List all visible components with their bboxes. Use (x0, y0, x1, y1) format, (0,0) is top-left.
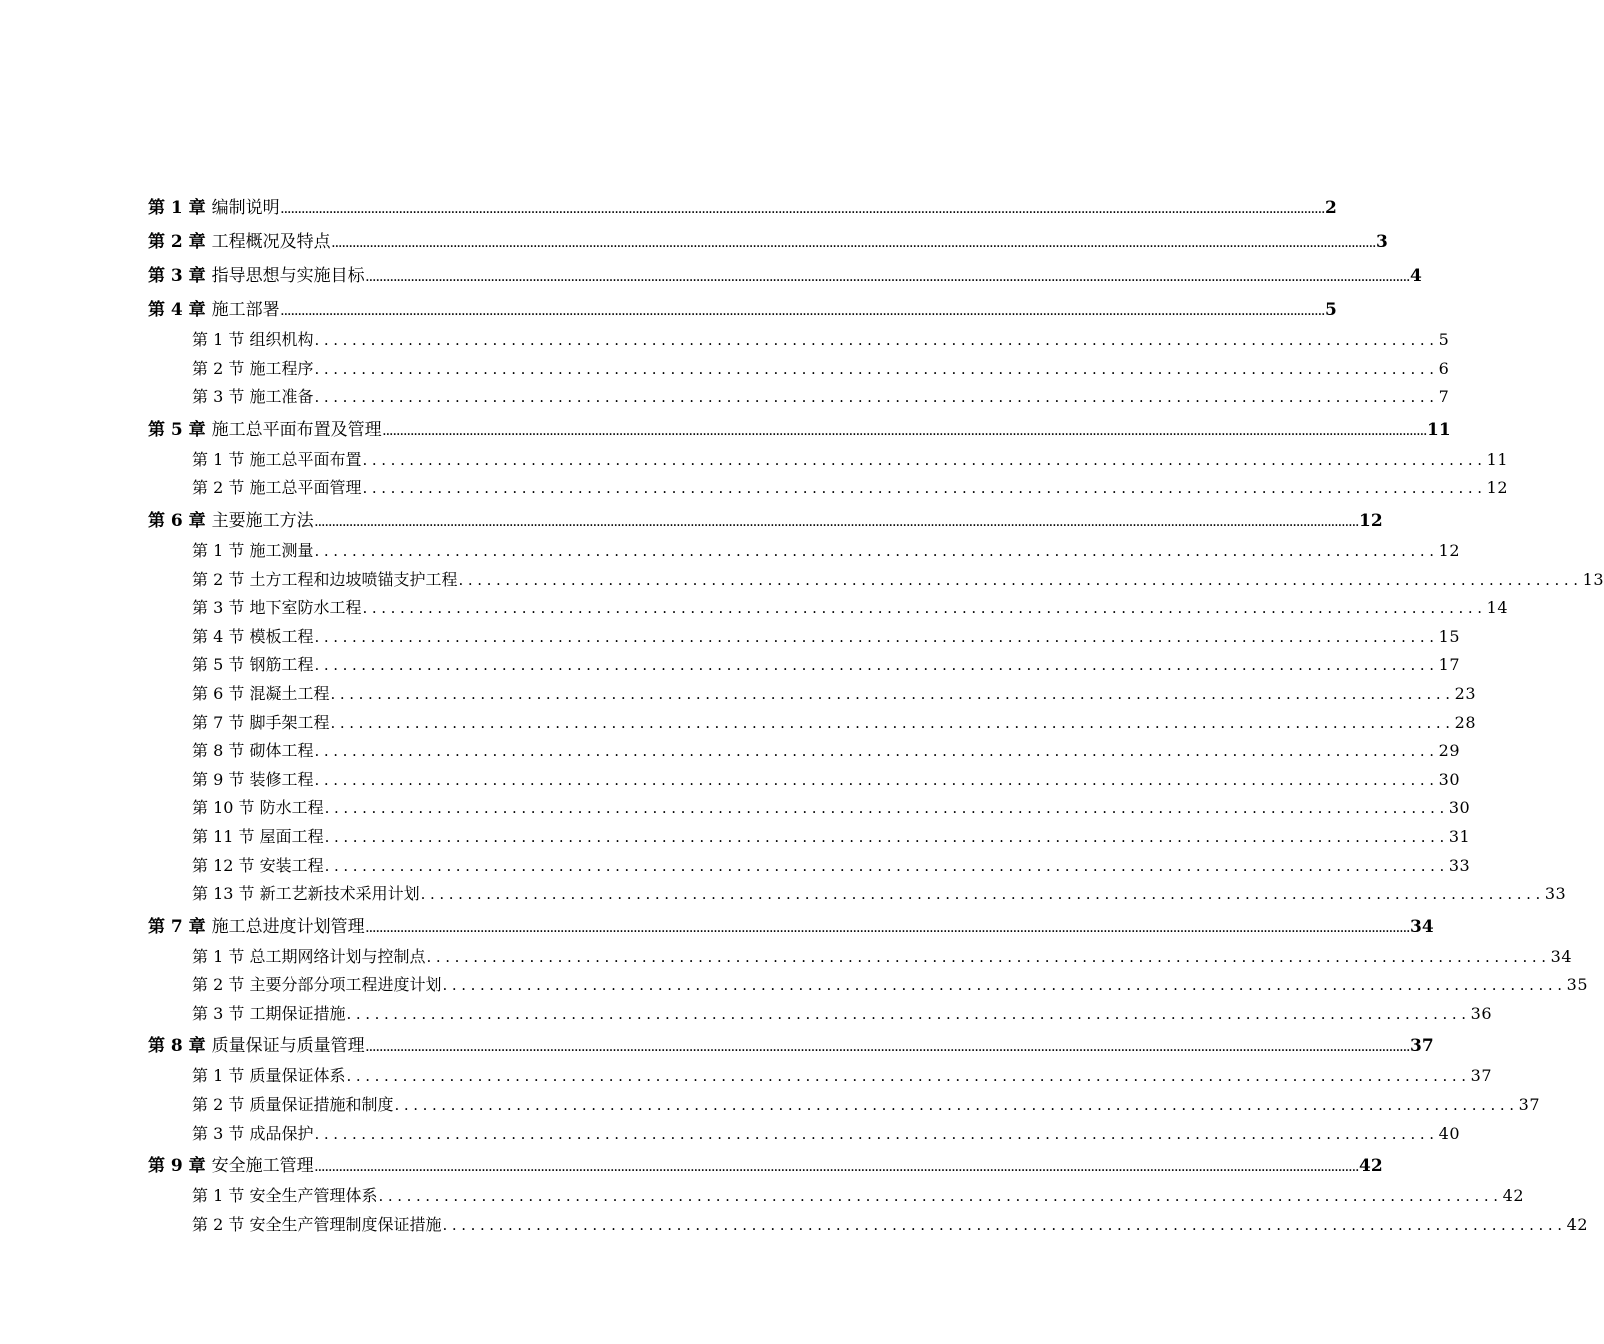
toc-section-entry[interactable] (192, 1120, 1460, 1149)
toc-entry-label (192, 852, 325, 881)
toc-entry-number: 第 4 章 (148, 300, 206, 320)
toc-entry-title: 安全生产管理制度保证措施 (249, 1214, 442, 1234)
toc-entry-title: 屋面工程 (259, 826, 324, 846)
table-of-contents (0, 190, 1604, 1239)
toc-section-entry[interactable] (192, 594, 1508, 623)
dot-leader: ........................................................................................................................ (362, 450, 1487, 469)
toc-entry-number: 第 13 节 (192, 884, 255, 904)
dot-leader: ............................................................................................................................................................................................................................................................................................................ (365, 273, 1411, 284)
toc-entry-title: 成品保护 (249, 1123, 314, 1143)
dot-leader: ........................................................................................................................ (324, 799, 1449, 818)
dot-leader: ............................................................................................................................................................................................................................................................................................................ (314, 1163, 1360, 1175)
toc-entry-number: 第 1 节 (192, 449, 245, 469)
toc-section-entry[interactable] (192, 1062, 1492, 1091)
toc-entry-number: 第 4 节 (192, 626, 245, 646)
toc-entry-number: 第 1 节 (192, 540, 245, 560)
dot-leader: ........................................................................................................................ (314, 541, 1439, 560)
dot-leader: ........................................................................................................................ (346, 1067, 1471, 1086)
dot-leader: ........................................................................................................................ (314, 770, 1439, 789)
toc-entry-page-number: 42 (1502, 1186, 1524, 1206)
toc-entry-title: 施工测量 (249, 540, 314, 560)
toc-entry-label (192, 1062, 346, 1091)
toc-entry-title: 施工总进度计划管理 (211, 916, 365, 937)
toc-entry-title: 质量保证措施和制度 (249, 1095, 394, 1115)
toc-section-entry[interactable] (192, 823, 1471, 852)
toc-section-entry[interactable] (192, 537, 1460, 566)
toc-chapter-entry[interactable] (148, 292, 1337, 326)
toc-entry-page-number: 36 (1470, 1003, 1492, 1023)
toc-entry-label (148, 296, 281, 324)
toc-section-entry[interactable] (192, 326, 1450, 355)
toc-entry-label (192, 446, 362, 475)
toc-entry-label (192, 1182, 378, 1211)
toc-chapter-entry[interactable] (148, 1148, 1383, 1182)
toc-entry-label (192, 794, 325, 823)
toc-entry-title: 施工准备 (249, 387, 314, 407)
dot-leader: ........................................................................................................................ (314, 656, 1439, 675)
toc-section-entry[interactable] (192, 1000, 1492, 1029)
toc-entry-page-number: 13 (1582, 569, 1604, 589)
toc-entry-title: 施工总平面管理 (249, 478, 362, 498)
toc-entry-title: 编制说明 (211, 198, 280, 218)
toc-entry-label (148, 507, 315, 535)
toc-section-entry[interactable] (192, 1182, 1524, 1211)
toc-entry-title: 施工总平面布置及管理 (211, 419, 382, 440)
toc-entry-page-number: 12 (1359, 510, 1383, 531)
toc-entry-number: 第 6 章 (148, 510, 206, 531)
toc-entry-number: 第 2 节 (192, 1095, 245, 1115)
toc-entry-label (192, 880, 421, 909)
toc-entry-number: 第 8 章 (148, 1036, 206, 1057)
toc-section-entry[interactable] (192, 737, 1460, 766)
toc-entry-page-number: 35 (1566, 975, 1588, 995)
toc-chapter-entry[interactable] (148, 190, 1337, 224)
toc-entry-label (192, 594, 362, 623)
dot-leader: ........................................................................................................................ (314, 742, 1439, 761)
toc-entry-title: 安全施工管理 (211, 1156, 314, 1177)
toc-entry-page-number: 42 (1359, 1156, 1383, 1177)
toc-entry-page-number: 30 (1438, 769, 1460, 789)
toc-entry-page-number: 23 (1454, 683, 1476, 703)
toc-entry-label (192, 623, 314, 652)
toc-entry-number: 第 2 节 (192, 1214, 245, 1234)
toc-section-entry[interactable] (192, 880, 1567, 909)
dot-leader: ........................................................................................................................ (346, 1004, 1471, 1023)
toc-entry-label (148, 1152, 315, 1180)
dot-leader: ............................................................................................................................................................................................................................................................................................................ (314, 517, 1360, 529)
toc-entry-title: 脚手架工程 (249, 712, 330, 732)
toc-entry-page-number: 37 (1518, 1095, 1540, 1115)
toc-entry-number: 第 1 章 (148, 198, 206, 218)
toc-entry-label (192, 1211, 442, 1240)
dot-leader: ........................................................................................................................ (314, 627, 1439, 646)
toc-entry-title: 地下室防水工程 (249, 598, 362, 618)
toc-chapter-entry[interactable] (148, 412, 1451, 446)
toc-section-entry[interactable] (192, 794, 1471, 823)
toc-entry-title: 砌体工程 (249, 741, 314, 761)
dot-leader: ........................................................................................................................ (314, 331, 1439, 349)
toc-section-entry[interactable] (192, 474, 1508, 503)
toc-entry-number: 第 7 章 (148, 916, 206, 937)
toc-entry-title: 安全生产管理体系 (249, 1186, 378, 1206)
toc-entry-number: 第 12 节 (192, 855, 255, 875)
toc-entry-number: 第 2 节 (192, 975, 245, 995)
toc-entry-page-number: 34 (1410, 916, 1434, 937)
dot-leader: ........................................................................................................................ (330, 684, 1455, 703)
toc-section-entry[interactable] (192, 1211, 1588, 1240)
toc-entry-label (192, 326, 314, 355)
dot-leader: ........................................................................................................................ (442, 1215, 1567, 1234)
toc-entry-label (148, 194, 281, 222)
dot-leader: ........................................................................................................................ (420, 885, 1545, 904)
toc-entry-label (192, 355, 314, 384)
toc-section-entry[interactable] (192, 1091, 1540, 1120)
toc-chapter-entry[interactable] (148, 503, 1383, 537)
toc-entry-number: 第 9 节 (192, 769, 245, 789)
toc-entry-number: 第 1 节 (192, 330, 245, 349)
toc-entry-title: 钢筋工程 (249, 655, 314, 675)
toc-entry-label (192, 971, 442, 1000)
toc-entry-title: 施工程序 (249, 358, 314, 378)
dot-leader: ............................................................................................................................................................................................................................................................................................................ (365, 923, 1411, 935)
toc-entry-page-number: 37 (1470, 1066, 1492, 1086)
toc-entry-number: 第 3 节 (192, 598, 245, 618)
toc-entry-label (148, 913, 366, 941)
toc-entry-number: 第 11 节 (192, 826, 255, 846)
toc-entry-label (192, 737, 314, 766)
toc-entry-title: 施工总平面布置 (249, 449, 362, 469)
toc-entry-title: 安装工程 (259, 855, 324, 875)
toc-entry-number: 第 5 章 (148, 419, 206, 440)
toc-entry-label (192, 651, 314, 680)
dot-leader: ............................................................................................................................................................................................................................................................................................................ (280, 205, 1326, 216)
toc-entry-label (192, 1000, 346, 1029)
toc-entry-label (192, 766, 314, 795)
dot-leader: ........................................................................................................................ (426, 947, 1551, 966)
toc-entry-label (192, 709, 330, 738)
toc-entry-number: 第 2 章 (148, 232, 206, 252)
toc-entry-page-number: 30 (1448, 798, 1471, 818)
toc-entry-number: 第 3 节 (192, 387, 245, 407)
toc-entry-title: 模板工程 (249, 626, 314, 646)
toc-entry-number: 第 10 节 (192, 798, 255, 818)
dot-leader: ........................................................................................................................ (314, 359, 1439, 378)
toc-entry-title: 指导思想与实施目标 (211, 266, 365, 286)
toc-section-entry[interactable] (192, 651, 1460, 680)
dot-leader: ........................................................................................................................ (362, 599, 1487, 618)
toc-entry-number: 第 9 章 (148, 1156, 206, 1177)
toc-entry-label (192, 566, 458, 595)
toc-entry-number: 第 8 节 (192, 741, 245, 761)
toc-entry-title: 施工部署 (211, 300, 280, 320)
toc-entry-label (192, 383, 314, 412)
toc-entry-page-number: 11 (1427, 419, 1451, 440)
toc-entry-number: 第 2 节 (192, 569, 245, 589)
toc-entry-page-number: 12 (1486, 478, 1508, 498)
toc-entry-label (148, 1032, 366, 1060)
toc-chapter-entry[interactable] (148, 224, 1388, 258)
dot-leader: ........................................................................................................................ (442, 976, 1567, 995)
toc-entry-page-number: 33 (1544, 884, 1567, 904)
dot-leader: ............................................................................................................................................................................................................................................................................................................ (382, 426, 1428, 438)
toc-section-entry[interactable] (192, 383, 1450, 412)
toc-entry-title: 土方工程和边坡喷锚支护工程 (249, 569, 458, 589)
toc-entry-title: 防水工程 (259, 798, 324, 818)
toc-entry-title: 混凝土工程 (249, 683, 330, 703)
dot-leader: ........................................................................................................................ (324, 827, 1449, 846)
dot-leader: ........................................................................................................................ (458, 570, 1583, 589)
toc-entry-title: 装修工程 (249, 769, 314, 789)
toc-entry-label (148, 262, 366, 290)
toc-entry-number: 第 5 节 (192, 655, 245, 675)
dot-leader: ........................................................................................................................ (314, 1124, 1439, 1143)
toc-entry-title: 总工期网络计划与控制点 (249, 946, 426, 966)
dot-leader: ............................................................................................................................................................................................................................................................................................................ (331, 239, 1377, 250)
toc-entry-page-number: 42 (1566, 1214, 1588, 1234)
toc-entry-number: 第 3 章 (148, 266, 206, 286)
toc-entry-label (148, 416, 383, 444)
toc-entry-page-number: 12 (1438, 540, 1460, 560)
toc-entry-title: 工期保证措施 (249, 1003, 346, 1023)
dot-leader: ............................................................................................................................................................................................................................................................................................................ (280, 307, 1326, 318)
toc-entry-number: 第 1 节 (192, 946, 245, 966)
toc-section-entry[interactable] (192, 355, 1450, 384)
toc-entry-page-number: 31 (1448, 826, 1471, 846)
toc-entry-number: 第 7 节 (192, 712, 245, 732)
dot-leader: ........................................................................................................................ (314, 388, 1439, 407)
toc-entry-label (192, 823, 325, 852)
dot-leader: ........................................................................................................................ (362, 479, 1487, 498)
toc-entry-page-number: 6 (1438, 358, 1450, 378)
toc-entry-title: 新工艺新技术采用计划 (259, 884, 420, 904)
toc-chapter-entry[interactable] (148, 258, 1422, 292)
toc-section-entry[interactable] (192, 709, 1476, 738)
toc-entry-page-number: 4 (1410, 266, 1422, 286)
dot-leader: ........................................................................................................................ (378, 1187, 1503, 1206)
toc-entry-title: 主要施工方法 (211, 510, 314, 531)
toc-entry-page-number: 28 (1454, 712, 1476, 732)
toc-section-entry[interactable] (192, 680, 1476, 709)
toc-entry-page-number: 29 (1438, 741, 1460, 761)
toc-chapter-entry[interactable] (148, 1028, 1434, 1062)
toc-chapter-entry[interactable] (148, 909, 1434, 943)
toc-entry-title: 质量保证体系 (249, 1066, 346, 1086)
toc-entry-page-number: 11 (1486, 449, 1508, 469)
toc-entry-page-number: 7 (1438, 387, 1450, 407)
toc-entry-title: 主要分部分项工程进度计划 (249, 975, 442, 995)
toc-entry-page-number: 15 (1438, 626, 1460, 646)
toc-section-entry[interactable] (192, 766, 1460, 795)
toc-section-entry[interactable] (192, 446, 1508, 475)
toc-entry-label (192, 1091, 394, 1120)
toc-entry-page-number: 40 (1438, 1123, 1460, 1143)
toc-entry-number: 第 1 节 (192, 1066, 245, 1086)
toc-entry-page-number: 5 (1325, 300, 1337, 320)
dot-leader: ........................................................................................................................ (324, 856, 1449, 875)
toc-entry-number: 第 2 节 (192, 478, 245, 498)
toc-entry-label (192, 537, 314, 566)
toc-entry-label (192, 474, 362, 503)
toc-entry-number: 第 1 节 (192, 1186, 245, 1206)
dot-leader: ........................................................................................................................ (394, 1096, 1519, 1115)
dot-leader: ........................................................................................................................ (330, 713, 1455, 732)
toc-entry-number: 第 2 节 (192, 358, 245, 378)
toc-entry-label (192, 943, 426, 972)
toc-entry-label (192, 680, 330, 709)
toc-entry-title: 组织机构 (249, 330, 314, 349)
toc-entry-page-number: 37 (1410, 1036, 1434, 1057)
toc-entry-title: 质量保证与质量管理 (211, 1036, 365, 1057)
toc-section-entry[interactable] (192, 971, 1588, 1000)
toc-entry-page-number: 17 (1438, 655, 1460, 675)
toc-section-entry[interactable] (192, 623, 1460, 652)
toc-entry-page-number: 14 (1486, 598, 1508, 618)
toc-entry-page-number: 2 (1325, 198, 1337, 218)
toc-entry-number: 第 3 节 (192, 1123, 245, 1143)
toc-entry-label (148, 228, 332, 256)
toc-entry-page-number: 34 (1550, 946, 1572, 966)
toc-entry-label (192, 1120, 314, 1149)
toc-section-entry[interactable] (192, 943, 1572, 972)
toc-entry-number: 第 6 节 (192, 683, 245, 703)
toc-entry-number: 第 3 节 (192, 1003, 245, 1023)
toc-entry-page-number: 33 (1448, 855, 1471, 875)
dot-leader: ............................................................................................................................................................................................................................................................................................................ (365, 1043, 1411, 1055)
toc-section-entry[interactable] (192, 566, 1604, 595)
toc-entry-page-number: 5 (1438, 330, 1450, 349)
toc-section-entry[interactable] (192, 852, 1471, 881)
toc-entry-title: 工程概况及特点 (211, 232, 331, 252)
toc-entry-page-number: 3 (1376, 232, 1388, 252)
